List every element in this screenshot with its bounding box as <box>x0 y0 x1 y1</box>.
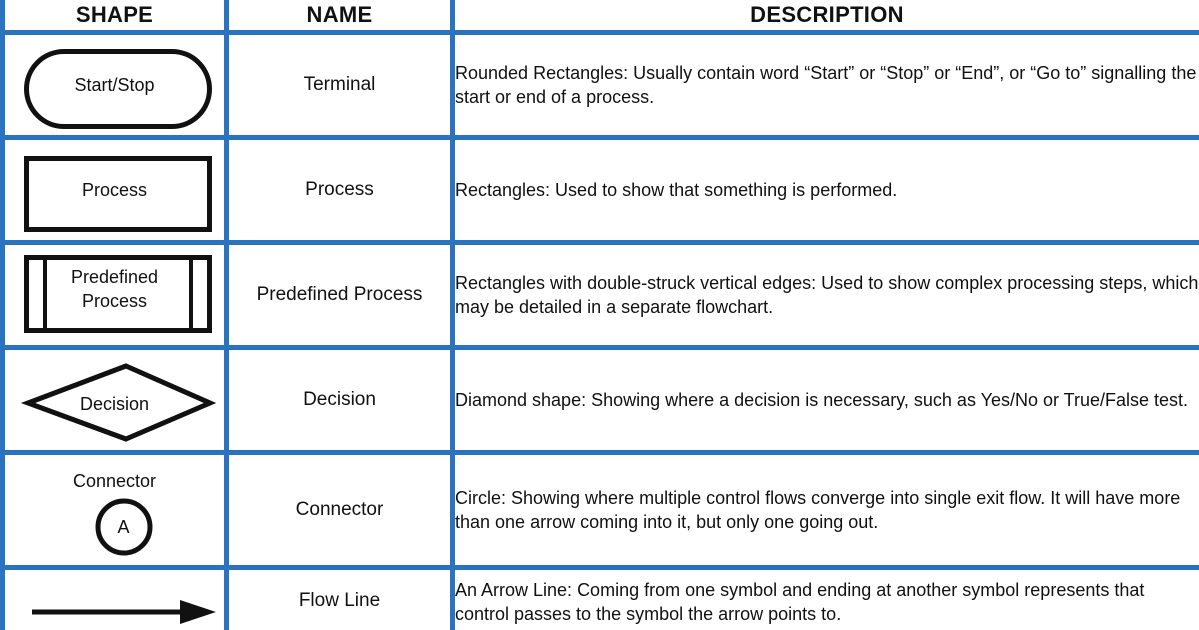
predefined-process-symbol <box>10 245 220 345</box>
shape-cell-terminal <box>3 33 227 138</box>
name-cell-connector: Connector <box>227 453 453 568</box>
table-row-predefined-process <box>3 243 1199 348</box>
predefined-process-label-line2: Process <box>81 291 148 311</box>
name-cell-decision: Decision <box>227 348 453 453</box>
name-cell-process: Process <box>227 138 453 243</box>
terminal-symbol <box>10 35 220 135</box>
description-cell-process: Rectangles: Used to show that something is performed. <box>453 138 1199 243</box>
name-cell-flow-line: Flow Line <box>227 568 453 630</box>
header-description: DESCRIPTION <box>453 0 1199 33</box>
circle-shape <box>10 455 220 565</box>
connector-symbol <box>10 455 220 565</box>
name-cell-predefined-process: Predefined Process <box>227 243 453 348</box>
terminal-symbol-label: Start/Stop <box>74 75 155 95</box>
table-row-terminal <box>3 33 1199 138</box>
table-row-flow-line <box>3 568 1199 630</box>
shape-cell-decision <box>3 348 227 453</box>
process-symbol-label: Process <box>81 180 148 200</box>
process-symbol <box>10 140 220 240</box>
shape-cell-predefined-process <box>3 243 227 348</box>
flow-line-symbol <box>10 580 220 630</box>
description-cell-flow-line: An Arrow Line: Coming from one symbol and ending at another symbol represents that control passes to the symbol the arrow points to. <box>453 568 1199 630</box>
description-cell-predefined-process: Rectangles with double-struck vertical edges: Used to show complex processing steps, which may be detailed in a separate flowchart. <box>453 243 1199 348</box>
shape-cell-connector <box>3 453 227 568</box>
description-cell-decision: Diamond shape: Showing where a decision is necessary, such as Yes/No or True/False test. <box>453 348 1199 453</box>
table-header-row <box>3 0 1199 33</box>
predefined-process-label-line1: Predefined <box>70 267 159 287</box>
table-row-process <box>3 138 1199 243</box>
connector-inner-letter: A <box>117 517 130 537</box>
decision-symbol <box>10 350 220 450</box>
description-cell-connector: Circle: Showing where multiple control flows converge into single exit flow. It will have more than one arrow coming into it, but only one going out. <box>453 453 1199 568</box>
name-cell-terminal: Terminal <box>227 33 453 138</box>
connector-symbol-label: Connector <box>72 471 157 491</box>
decision-symbol-label: Decision <box>79 394 150 414</box>
header-name: NAME <box>227 0 453 33</box>
description-cell-terminal: Rounded Rectangles: Usually contain word “Start” or “Stop” or “End”, or “Go to” signalling the start or end of a process. <box>453 33 1199 138</box>
shape-cell-process <box>3 138 227 243</box>
arrow-icon <box>10 580 220 630</box>
shape-cell-flow-line <box>3 568 227 630</box>
header-shape: SHAPE <box>3 0 227 33</box>
table-row-decision <box>3 348 1199 453</box>
table-row-connector <box>3 453 1199 568</box>
